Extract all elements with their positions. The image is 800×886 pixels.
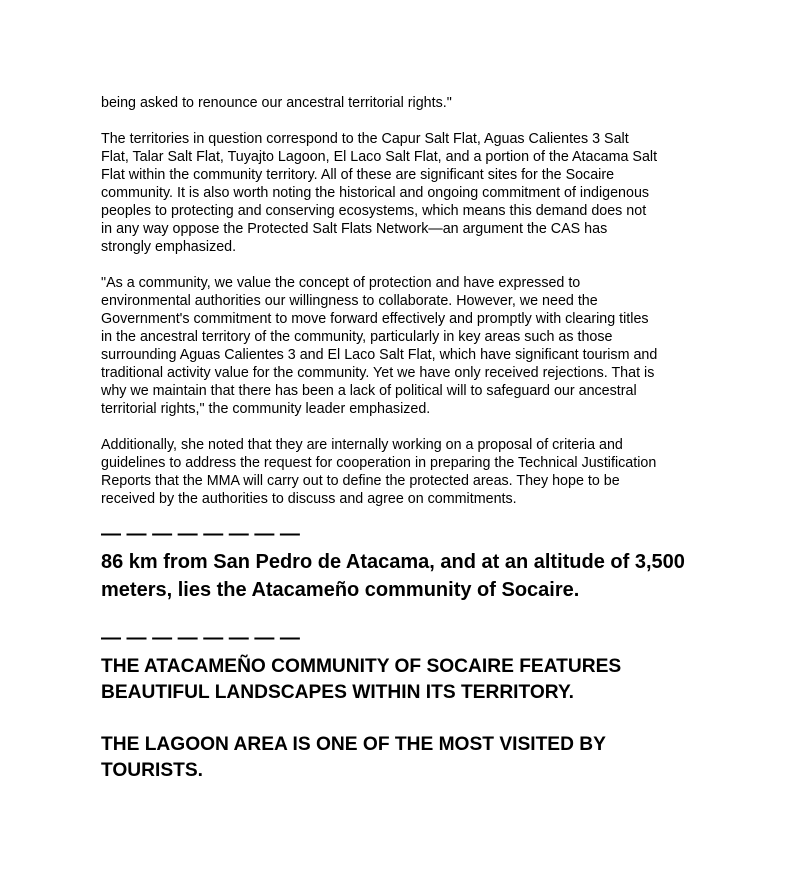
paragraph-quote-end: being asked to renounce our ancestral territorial rights." [101, 95, 452, 111]
section-divider: — — — — — — — — [101, 523, 300, 545]
caption-landscapes: THE ATACAMEÑO COMMUNITY OF SOCAIRE FEATURES BEAUTIFUL LANDSCAPES WITHIN ITS TERRITORY. [101, 656, 622, 703]
paragraph-additionally: Additionally, she noted that they are internally working on a proposal of criteria and guidelines to address the request for cooperation in preparing the Technical Justification Reports that the MMA will carry out to define the protected areas. They hope to be received by the authorities to discuss and agree on commitments. [101, 437, 657, 507]
paragraph-community-quote: "As a community, we value the concept of protection and have expressed to environmental authorities our willingness to collaborate. However, we need the Government's commitment to move forward effectively and promptly with clearing titles in the ancestral territory of the community, particularly in key areas such as those surrounding Aguas Calientes 3 and El Laco Salt Flat, which have significant tourism and traditional activity value for the community. Yet we have only received rejections. That is why we maintain that there has been a lack of political will to safeguard our ancestral territorial rights," the community leader emphasized. [101, 275, 658, 417]
caption-lagoon: THE LAGOON AREA IS ONE OF THE MOST VISITED BY TOURISTS. [101, 734, 606, 781]
section-divider: — — — — — — — — [101, 627, 300, 649]
paragraph-territories: The territories in question correspond to the Capur Salt Flat, Aguas Calientes 3 Salt Flat, Talar Salt Flat, Tuyajto Lagoon, El Laco Salt Flat, and a portion of the Atacama Salt Flat within the community territory. All of these are significant sites for the Socaire community. It is also worth noting the historical and ongoing commitment of indigenous peoples to protecting and conserving ecosystems, which means this demand does not in any way oppose the Protected Salt Flats Network—an argument the CAS has strongly emphasized. [101, 131, 658, 255]
document-page [101, 94, 721, 784]
caption-socaire-location: 86 km from San Pedro de Atacama, and at an altitude of 3,500 meters, lies the Atacameño community of Socaire. [101, 551, 685, 601]
